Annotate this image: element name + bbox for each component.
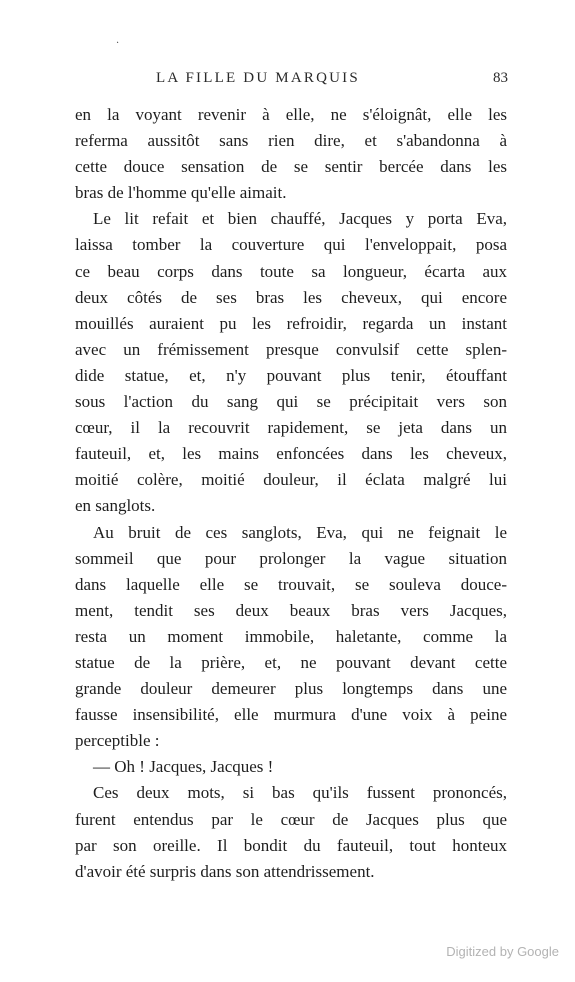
text-line: furent entendus par le cœur de Jacques plus que [75,809,507,829]
text-line: cette douce sensation de se sentir bercée dans les [75,157,507,177]
text-line: en sanglots. [75,496,156,516]
text-line: — Oh ! Jacques, Jacques ! [93,757,274,777]
text-line: fausse insensibilité, elle murmura d'une voix à peine [75,705,507,725]
running-header [156,70,508,90]
text-line: cœur, il la recouvrit rapidement, se jeta dans un [75,418,507,438]
text-line: Ces deux mots, si bas qu'ils fussent prononcés, [93,783,507,803]
text-line: Le lit refait et bien chauffé, Jacques y porta Eva, [93,209,507,229]
text-line: Au bruit de ces sanglots, Eva, qui ne feignait le [93,522,507,542]
text-line: resta un moment immobile, haletante, comme la [75,626,507,646]
scan-speck: · [116,38,120,49]
text-line: par son oreille. Il bondit du fauteuil, tout honteux [75,835,507,855]
text-line: sommeil que pour prolonger la vague situation [75,548,507,568]
text-line: statue de la prière, et, ne pouvant devant cette [75,652,507,672]
text-line: perceptible : [75,731,160,751]
text-line: dans laquelle elle se trouvait, se souleva douce- [75,574,507,594]
text-line: dide statue, et, n'y pouvant plus tenir, étouffant [75,365,507,385]
text-line: mouillés auraient pu les refroidir, regarda un instant [75,313,507,333]
page-number: 83 [493,70,508,86]
text-line: bras de l'homme qu'elle aimait. [75,183,287,203]
text-line: en la voyant revenir à elle, ne s'éloignât, elle les [75,105,507,124]
text-line: moitié colère, moitié douleur, il éclata malgré lui [75,470,507,490]
text-line: ce beau corps dans toute sa longueur, écarta aux [75,261,507,281]
text-line: d'avoir été surpris dans son attendrissement. [75,861,375,881]
text-line: referma aussitôt sans rien dire, et s'abandonna à [75,131,507,151]
text-line: grande douleur demeurer plus longtemps dans une [75,679,507,699]
body-text [75,102,507,885]
running-title: LA FILLE DU MARQUIS [156,70,360,86]
text-line: laissa tomber la couverture qui l'enveloppait, posa [75,235,507,255]
text-line: avec un frémissement presque convulsif cette splen- [75,339,507,359]
digitized-watermark: Digitized by Google [446,944,559,959]
text-line: deux côtés de ses bras les cheveux, qui encore [75,287,507,307]
text-line: ment, tendit ses deux beaux bras vers Jacques, [75,600,507,620]
text-line: fauteuil, et, les mains enfoncées dans les cheveux, [75,444,507,464]
text-line: sous l'action du sang qui se précipitait vers son [75,392,507,412]
